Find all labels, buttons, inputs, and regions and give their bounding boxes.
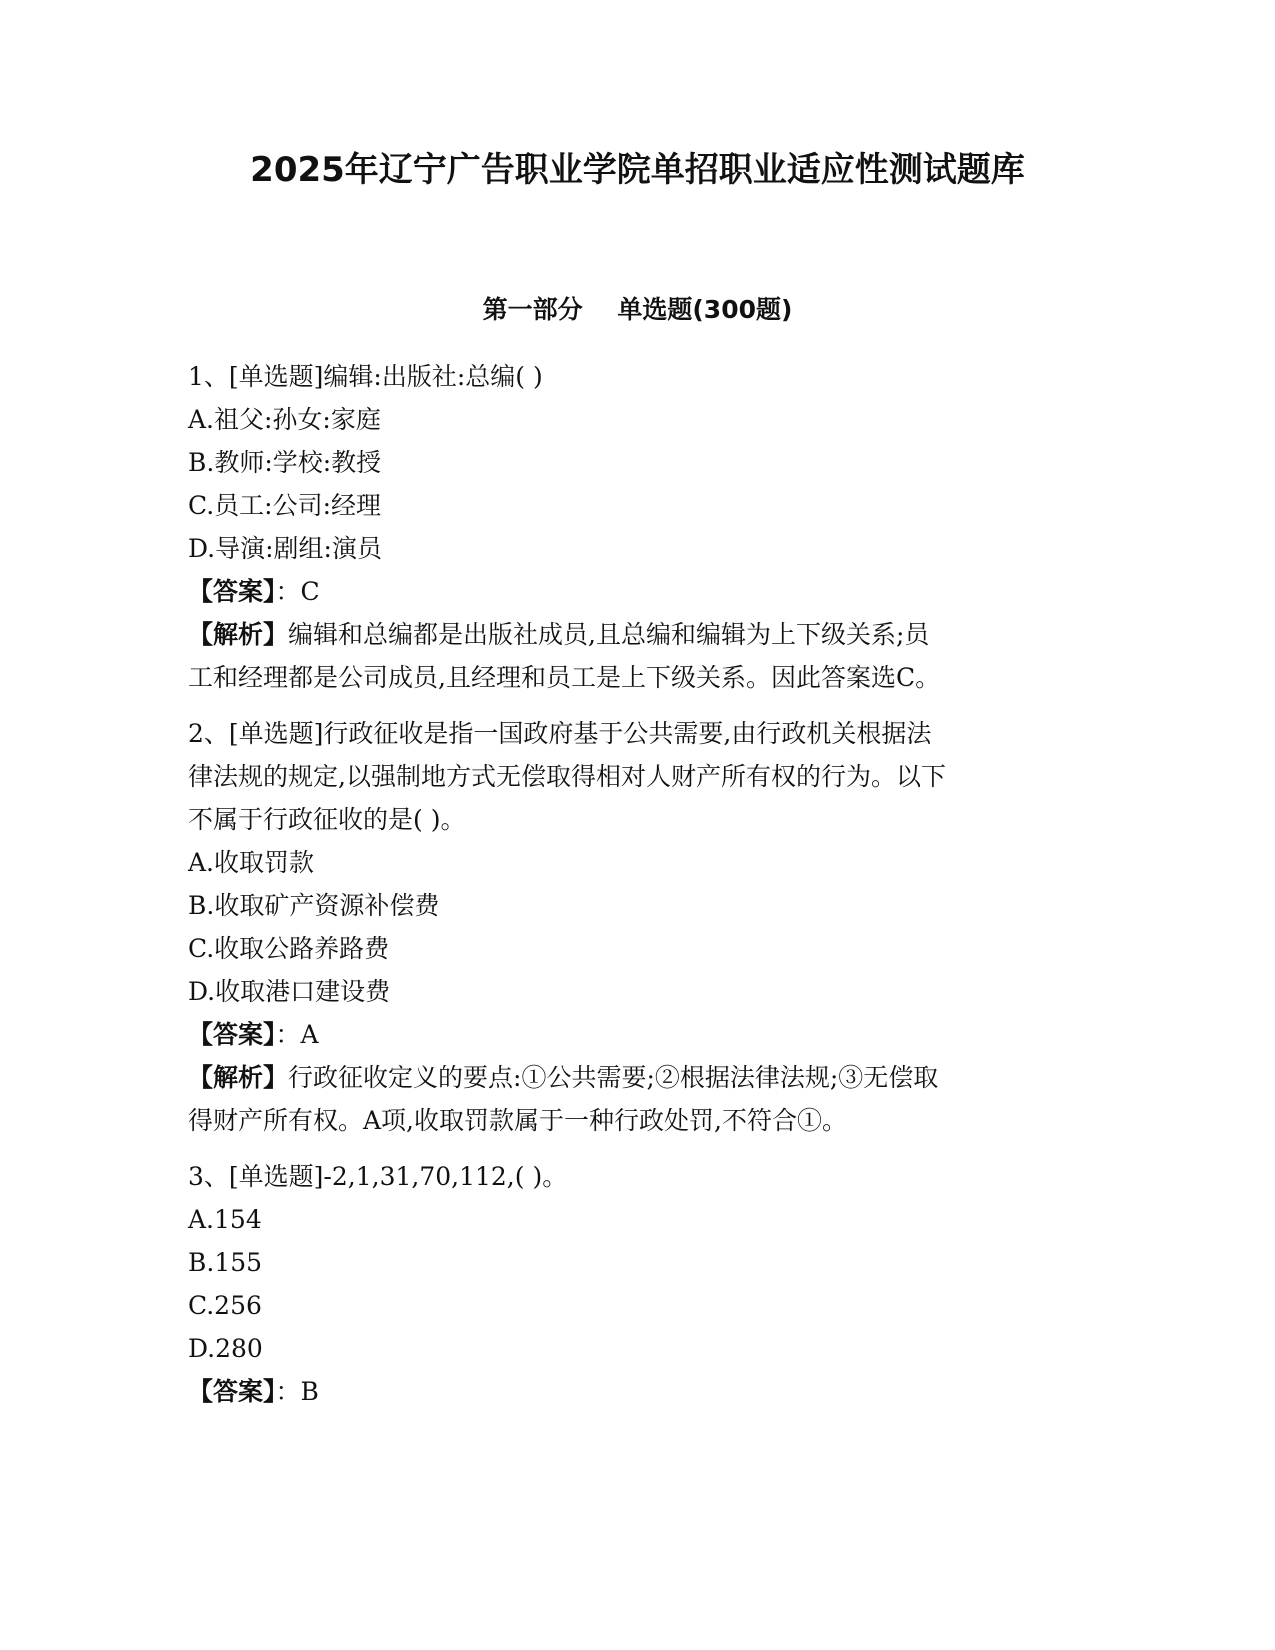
option-a: A.祖父:孙女:家庭 xyxy=(188,405,381,434)
answer-value: ：B xyxy=(275,1377,319,1406)
document-title: 2025年辽宁广告职业学院单招职业适应性测试题库 xyxy=(250,150,1025,190)
option-c: C.256 xyxy=(188,1291,262,1320)
option-b: B.教师:学校:教授 xyxy=(188,448,382,477)
question-2 xyxy=(188,712,1088,1142)
option-d: D.导演:剧组:演员 xyxy=(188,534,382,563)
answer-label: 【答案】 xyxy=(188,1377,276,1406)
question-stem: 不属于行政征收的是( )。 xyxy=(188,805,466,834)
option-c: C.收取公路养路费 xyxy=(188,934,390,963)
question-3 xyxy=(188,1155,1088,1413)
analysis-text: 行政征收定义的要点:①公共需要;②根据法律法规;③无偿取 xyxy=(288,1063,939,1092)
question-stem: 3、[单选题]-2,1,31,70,112,( )。 xyxy=(188,1162,568,1191)
answer-line xyxy=(188,1370,1088,1413)
question-1 xyxy=(188,355,1088,699)
analysis-label: 【解析】 xyxy=(188,620,289,649)
option-b: B.收取矿产资源补偿费 xyxy=(188,891,440,920)
question-list xyxy=(188,355,1088,1413)
analysis-text: 工和经理都是公司成员,且经理和员工是上下级关系。因此答案选C。 xyxy=(188,663,941,692)
analysis-text: 编辑和总编都是出版社成员,且总编和编辑为上下级关系;员 xyxy=(288,620,930,649)
option-c: C.员工:公司:经理 xyxy=(188,491,382,520)
answer-label: 【答案】 xyxy=(188,577,276,606)
option-a: A.154 xyxy=(188,1205,262,1234)
question-stem: 2、[单选题]行政征收是指一国政府基于公共需要,由行政机关根据法 xyxy=(188,719,932,748)
analysis-text: 得财产所有权。A项,收取罚款属于一种行政处罚,不符合①。 xyxy=(188,1106,847,1135)
question-stem: 律法规的规定,以强制地方式无偿取得相对人财产所有权的行为。以下 xyxy=(188,762,946,791)
question-stem: 1、[单选题]编辑:出版社:总编( ) xyxy=(188,362,543,391)
analysis-label: 【解析】 xyxy=(188,1063,289,1092)
analysis-line xyxy=(188,613,1088,656)
answer-line xyxy=(188,570,1088,613)
option-d: D.收取港口建设费 xyxy=(188,977,391,1006)
answer-line xyxy=(188,1013,1088,1056)
analysis-line xyxy=(188,1056,1088,1099)
option-d: D.280 xyxy=(188,1334,263,1363)
option-a: A.收取罚款 xyxy=(188,848,315,877)
option-b: B.155 xyxy=(188,1248,263,1277)
answer-label: 【答案】 xyxy=(188,1020,276,1049)
answer-value: ：A xyxy=(275,1020,319,1049)
section-title: 第一部分 单选题(300题) xyxy=(482,295,793,324)
answer-value: ：C xyxy=(275,577,320,606)
